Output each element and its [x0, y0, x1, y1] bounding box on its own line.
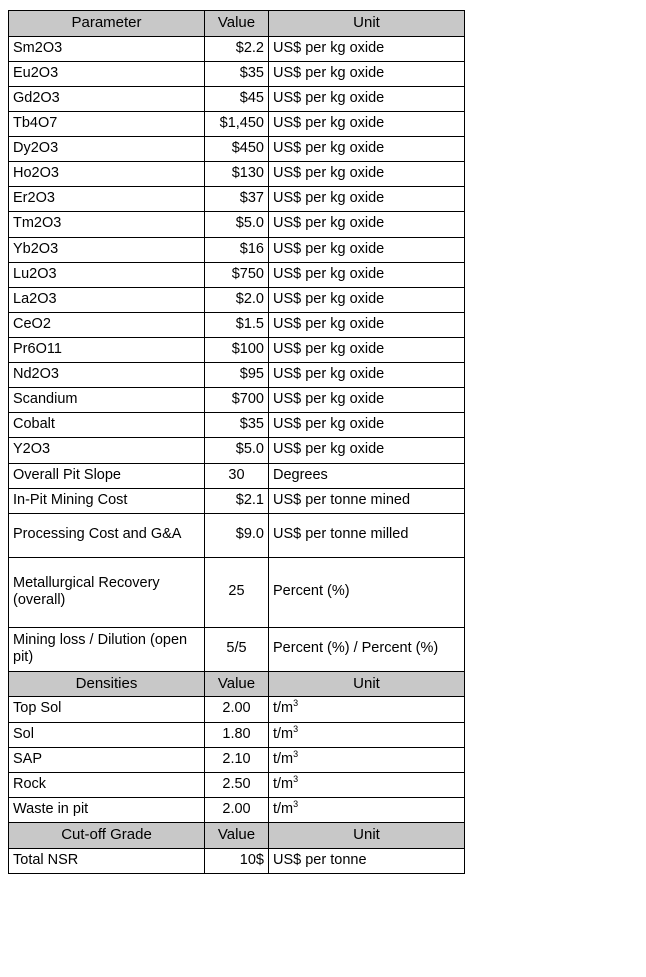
value-cell: $95 [205, 363, 269, 388]
unit-cell [269, 722, 465, 747]
unit-cell: US$ per kg oxide [269, 61, 465, 86]
table-body [9, 11, 465, 874]
unit-cell: US$ per kg oxide [269, 212, 465, 237]
unit-text: t/m [273, 725, 294, 742]
parameter-cell: Mining loss / Dilution (open pit) [9, 627, 205, 671]
header-value-cell: Value [205, 671, 269, 697]
value-cell: $16 [205, 237, 269, 262]
unit-cell: US$ per kg oxide [269, 112, 465, 137]
table-row [9, 463, 465, 488]
unit-cell: US$ per kg oxide [269, 36, 465, 61]
value-cell: $130 [205, 162, 269, 187]
unit-cell: US$ per tonne mined [269, 488, 465, 513]
value-cell: $2.1 [205, 488, 269, 513]
parameter-cell: Tb4O7 [9, 112, 205, 137]
value-cell: $37 [205, 187, 269, 212]
value-cell: 2.00 [205, 697, 269, 722]
table-row [9, 513, 465, 557]
parameter-cell: Eu2O3 [9, 61, 205, 86]
parameter-cell: In-Pit Mining Cost [9, 488, 205, 513]
value-cell: 1.80 [205, 722, 269, 747]
parameter-cell: Nd2O3 [9, 363, 205, 388]
parameters-table [8, 10, 465, 874]
parameter-cell: Sol [9, 722, 205, 747]
unit-cell [269, 797, 465, 822]
header-unit-cell: Unit [269, 823, 465, 849]
unit-exponent: 3 [293, 799, 299, 810]
unit-cell: US$ per kg oxide [269, 187, 465, 212]
unit-cell [269, 697, 465, 722]
table-row [9, 187, 465, 212]
table-row [9, 137, 465, 162]
table-row [9, 338, 465, 363]
table-header-row [9, 671, 465, 697]
parameter-cell: CeO2 [9, 312, 205, 337]
table-row [9, 488, 465, 513]
table-row [9, 237, 465, 262]
value-cell: 5/5 [205, 627, 269, 671]
table-row [9, 162, 465, 187]
value-cell: 2.50 [205, 772, 269, 797]
value-cell: 25 [205, 557, 269, 627]
unit-cell: Degrees [269, 463, 465, 488]
parameter-cell: La2O3 [9, 287, 205, 312]
unit-text: t/m [273, 700, 294, 717]
unit-cell: US$ per kg oxide [269, 237, 465, 262]
parameters-sheet [8, 10, 464, 874]
unit-cell: US$ per kg oxide [269, 413, 465, 438]
unit-cell: US$ per kg oxide [269, 137, 465, 162]
header-unit-cell: Unit [269, 11, 465, 37]
parameter-cell: Waste in pit [9, 797, 205, 822]
header-param-cell: Parameter [9, 11, 205, 37]
unit-exponent: 3 [293, 723, 299, 734]
table-row [9, 262, 465, 287]
unit-cell: US$ per tonne [269, 848, 465, 873]
unit-cell: US$ per kg oxide [269, 388, 465, 413]
unit-text: t/m [273, 775, 294, 792]
unit-cell: Percent (%) [269, 557, 465, 627]
value-cell: $1.5 [205, 312, 269, 337]
parameter-cell: Rock [9, 772, 205, 797]
table-row [9, 848, 465, 873]
unit-cell [269, 772, 465, 797]
value-cell: $35 [205, 413, 269, 438]
parameter-cell: Y2O3 [9, 438, 205, 463]
parameter-cell: Total NSR [9, 848, 205, 873]
parameter-cell: Scandium [9, 388, 205, 413]
table-header-row [9, 11, 465, 37]
table-row [9, 722, 465, 747]
unit-cell: US$ per kg oxide [269, 338, 465, 363]
value-cell: $700 [205, 388, 269, 413]
parameter-cell: Yb2O3 [9, 237, 205, 262]
value-cell: $45 [205, 86, 269, 111]
unit-cell: US$ per kg oxide [269, 287, 465, 312]
unit-cell: US$ per kg oxide [269, 86, 465, 111]
table-row [9, 86, 465, 111]
value-cell: 30 [205, 463, 269, 488]
unit-exponent: 3 [293, 748, 299, 759]
unit-cell: US$ per kg oxide [269, 162, 465, 187]
unit-cell: US$ per kg oxide [269, 363, 465, 388]
table-row [9, 212, 465, 237]
parameter-cell: Sm2O3 [9, 36, 205, 61]
parameter-cell: Overall Pit Slope [9, 463, 205, 488]
parameter-cell: Lu2O3 [9, 262, 205, 287]
parameter-cell: Ho2O3 [9, 162, 205, 187]
table-row [9, 697, 465, 722]
table-row [9, 797, 465, 822]
table-row [9, 312, 465, 337]
parameter-cell: Pr6O11 [9, 338, 205, 363]
header-param-cell: Cut-off Grade [9, 823, 205, 849]
unit-cell: US$ per kg oxide [269, 312, 465, 337]
table-row [9, 287, 465, 312]
value-cell: $450 [205, 137, 269, 162]
value-cell: $35 [205, 61, 269, 86]
value-cell: 10$ [205, 848, 269, 873]
table-row [9, 388, 465, 413]
value-cell: 2.10 [205, 747, 269, 772]
table-row [9, 61, 465, 86]
unit-cell: US$ per tonne milled [269, 513, 465, 557]
table-row [9, 627, 465, 671]
value-cell: $100 [205, 338, 269, 363]
table-row [9, 747, 465, 772]
unit-cell: Percent (%) / Percent (%) [269, 627, 465, 671]
table-row [9, 772, 465, 797]
value-cell: $2.2 [205, 36, 269, 61]
header-value-cell: Value [205, 11, 269, 37]
unit-exponent: 3 [293, 773, 299, 784]
parameter-cell: Processing Cost and G&A [9, 513, 205, 557]
value-cell: $2.0 [205, 287, 269, 312]
parameter-cell: Metallurgical Recovery (overall) [9, 557, 205, 627]
unit-text: t/m [273, 800, 294, 817]
value-cell: 2.00 [205, 797, 269, 822]
table-row [9, 36, 465, 61]
header-param-cell: Densities [9, 671, 205, 697]
parameter-cell: SAP [9, 747, 205, 772]
header-unit-cell: Unit [269, 671, 465, 697]
parameter-cell: Dy2O3 [9, 137, 205, 162]
table-row [9, 438, 465, 463]
parameter-cell: Tm2O3 [9, 212, 205, 237]
table-header-row [9, 823, 465, 849]
value-cell: $5.0 [205, 212, 269, 237]
parameter-cell: Cobalt [9, 413, 205, 438]
table-row [9, 557, 465, 627]
table-row [9, 363, 465, 388]
value-cell: $9.0 [205, 513, 269, 557]
unit-cell: US$ per kg oxide [269, 262, 465, 287]
unit-exponent: 3 [293, 698, 299, 709]
unit-cell [269, 747, 465, 772]
unit-text: t/m [273, 750, 294, 767]
unit-cell: US$ per kg oxide [269, 438, 465, 463]
table-row [9, 413, 465, 438]
value-cell: $1,450 [205, 112, 269, 137]
table-row [9, 112, 465, 137]
parameter-cell: Top Sol [9, 697, 205, 722]
header-value-cell: Value [205, 823, 269, 849]
parameter-cell: Er2O3 [9, 187, 205, 212]
value-cell: $5.0 [205, 438, 269, 463]
value-cell: $750 [205, 262, 269, 287]
parameter-cell: Gd2O3 [9, 86, 205, 111]
